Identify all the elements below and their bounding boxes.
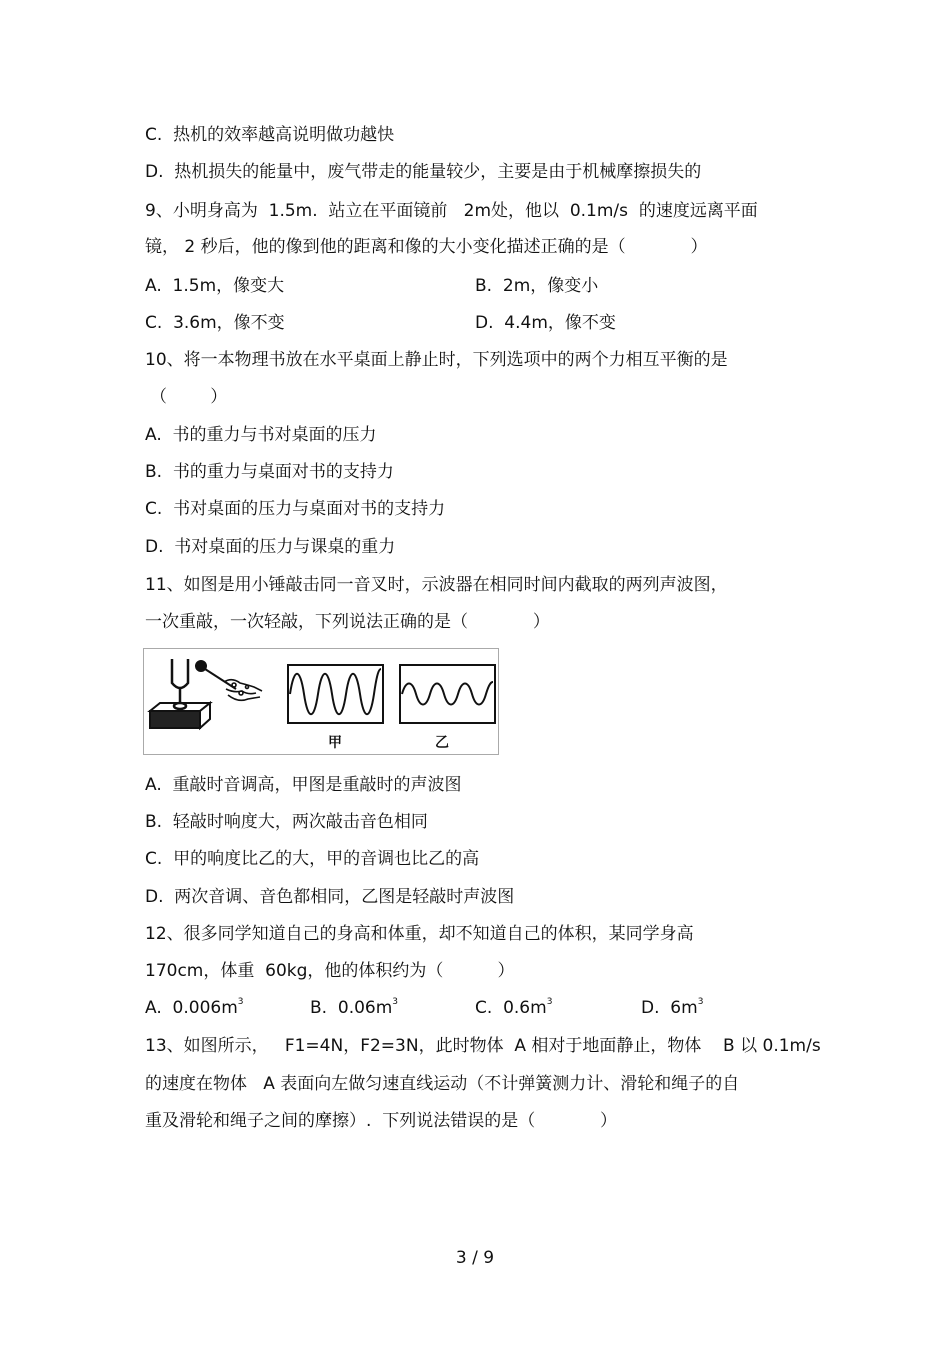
option-d-prev: D. 热机损失的能量中，废气带走的能量较少，主要是由于机械摩擦损失的 (145, 162, 702, 182)
q9-option-c: C. 3.6m，像不变 (145, 313, 285, 333)
q12-option-a: A. $0.006m^3$ (145, 997, 244, 1018)
label-jia: 甲 (328, 735, 342, 751)
question-9-line2: 镜， 2 秒后，他的像到他的距离和像的大小变化描述正确的是（ ） (145, 237, 708, 257)
waveform-yi-frame (400, 665, 495, 723)
q11-option-d: D. 两次音调、音色都相同，乙图是轻敲时声波图 (145, 887, 515, 907)
label-yi: 乙 (435, 735, 449, 751)
hammer-icon (196, 661, 236, 689)
question-9-line1: 9、小明身高为 1.5m. 站立在平面镜前 2m处，他以 0.1m/s 的速度远离平面 (145, 201, 758, 221)
question-11-line1: 11、如图是用小锤敲击同一音叉时，示波器在相同时间内截取的两列声波图， (145, 575, 728, 595)
q10-option-b: B. 书的重力与桌面对书的支持力 (145, 462, 394, 482)
q10-option-c: C. 书对桌面的压力与桌面对书的支持力 (145, 499, 446, 519)
q9-option-d: D. 4.4m，像不变 (475, 313, 616, 333)
question-12-line1: 12、很多同学知道自己的身高和体重，却不知道自己的体积，某同学身高 (145, 924, 694, 944)
q12-option-b: B. $0.06m^3$ (310, 997, 399, 1018)
q10-option-a: A. 书的重力与书对桌面的压力 (145, 425, 377, 445)
q10-option-d: D. 书对桌面的压力与课桌的重力 (145, 537, 396, 557)
q9-option-b: B. 2m，像变小 (475, 276, 599, 296)
q12-options (145, 997, 825, 1021)
q9-option-a: A. 1.5m，像变大 (145, 276, 285, 296)
hand-icon (224, 680, 262, 701)
q12-option-d: D. $6m^3$ (641, 997, 704, 1018)
question-13-line2: 的速度在物体 A 表面向左做匀速直线运动（不计弹簧测力计、滑轮和绳子的自 (145, 1074, 740, 1094)
page-number: 3 / 9 (455, 1248, 495, 1268)
question-10: 10、将一本物理书放在水平桌面上静止时，下列选项中的两个力相互平衡的是 (145, 350, 728, 370)
q11-option-b: B. 轻敲时响度大，两次敲击音色相同 (145, 812, 428, 832)
option-c-prev: C. 热机的效率越高说明做功越快 (145, 125, 395, 145)
tuning-fork-figure (143, 648, 499, 755)
question-11-line2: 一次重敲，一次轻敲，下列说法正确的是（ ） (145, 612, 550, 632)
question-12-line2: 170cm，体重 60kg，他的体积约为（ ） (145, 961, 515, 981)
q12-option-c: C. $0.6m^3$ (475, 997, 553, 1018)
question-13-line1: 13、如图所示， F1=4N，F2=3N，此时物体 A 相对于地面静止，物体 B 以 0.1m/s (145, 1036, 821, 1056)
tuning-fork-icon (172, 659, 188, 709)
question-13-line3: 重及滑轮和绳子之间的摩擦）. 下列说法错误的是（ ） (145, 1111, 618, 1131)
q11-option-c: C. 甲的响度比乙的大，甲的音调也比乙的高 (145, 849, 480, 869)
q11-option-a: A. 重敲时音调高，甲图是重敲时的声波图 (145, 775, 462, 795)
figure-drawing (144, 649, 500, 756)
question-10-paren: （ ） (150, 387, 228, 407)
